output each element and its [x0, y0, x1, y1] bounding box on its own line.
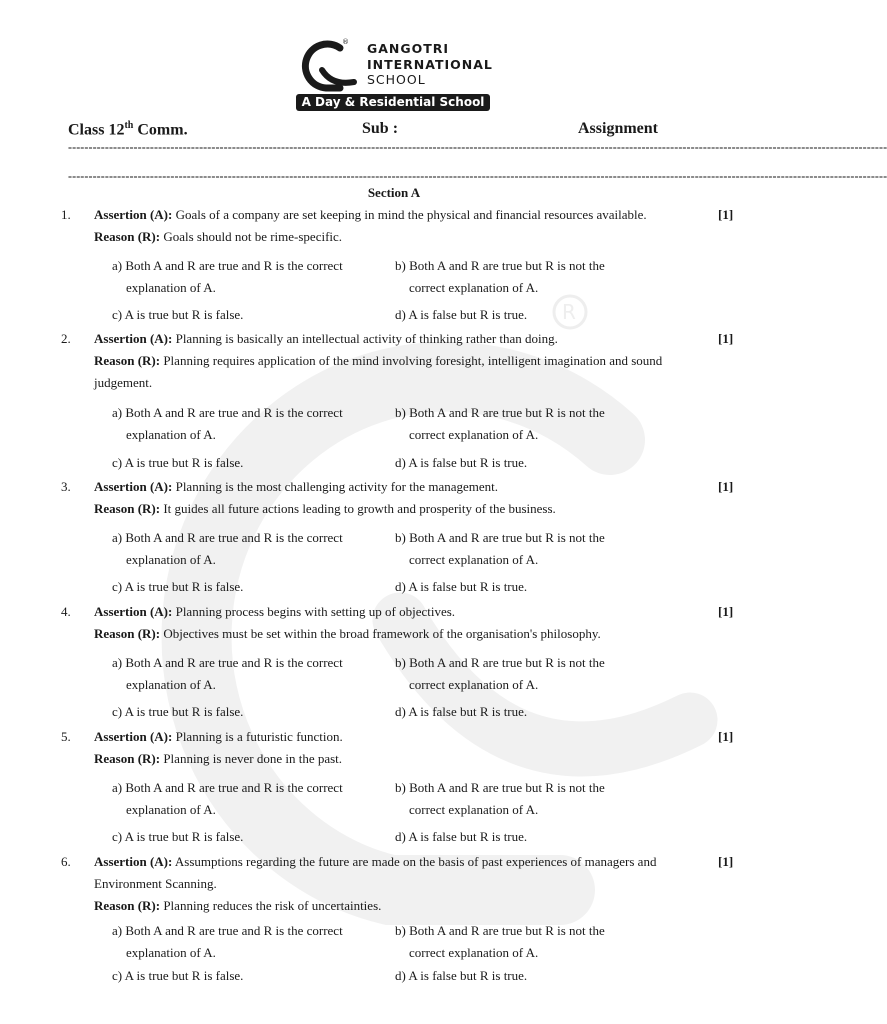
reason-text: Reason (R): Objectives must be set within the broad framework of the organisation's philosophy.	[94, 626, 601, 641]
option-b: b) Both A and R are true but R is not the	[395, 530, 605, 545]
option-d: d) A is false but R is true.	[395, 455, 528, 470]
subject-label: Sub :	[362, 120, 399, 137]
school-name	[367, 41, 493, 88]
option-c: c) A is true but R is false.	[112, 579, 244, 594]
school-name-line1: GANGOTRI	[367, 41, 450, 56]
assertion-text: Assertion (A): Assumptions regarding the future are made on the basis of past experiences of managers and	[94, 854, 657, 869]
reason-text: Reason (R): Planning is never done in the past.	[94, 751, 343, 766]
divider-line: --------------------------------------------------------------------------------------------------------------------------------------------------------------------------------------------------------	[68, 169, 887, 183]
option-b-continued: correct explanation of A.	[409, 677, 539, 692]
option-a: a) Both A and R are true and R is the correct	[112, 923, 343, 938]
reason-text: Reason (R): Planning reduces the risk of uncertainties.	[94, 898, 382, 913]
class-label: Class 12th Comm.	[68, 120, 188, 139]
reason-text: Reason (R): Goals should not be rime-specific.	[94, 229, 343, 244]
option-d: d) A is false but R is true.	[395, 307, 528, 322]
school-tagline: A Day & Residential School	[296, 94, 490, 111]
option-b-continued: correct explanation of A.	[409, 802, 539, 817]
option-a-continued: explanation of A.	[126, 802, 216, 817]
marks-badge: [1]	[718, 479, 734, 494]
question-number: 2.	[61, 331, 71, 346]
marks-badge: [1]	[718, 207, 734, 222]
marks-badge: [1]	[718, 729, 734, 744]
option-c: c) A is true but R is false.	[112, 829, 244, 844]
option-a: a) Both A and R are true and R is the correct	[112, 530, 343, 545]
option-a-continued: explanation of A.	[126, 945, 216, 960]
school-g-emblem-icon	[296, 38, 358, 96]
question-number: 1.	[61, 207, 71, 222]
divider-line: --------------------------------------------------------------------------------------------------------------------------------------------------------------------------------------------------------	[68, 140, 887, 154]
reason-text-continued: judgement.	[94, 375, 153, 390]
option-b-continued: correct explanation of A.	[409, 280, 539, 295]
question-number: 4.	[61, 604, 71, 619]
reason-text: Reason (R): It guides all future actions leading to growth and prosperity of the business.	[94, 501, 556, 516]
marks-badge: [1]	[718, 331, 734, 346]
assignment-label: Assignment	[578, 120, 659, 137]
question-number: 6.	[61, 854, 71, 869]
school-name-line3: SCHOOL	[367, 72, 426, 87]
option-b-continued: correct explanation of A.	[409, 552, 539, 567]
option-c: c) A is true but R is false.	[112, 455, 244, 470]
option-c: c) A is true but R is false.	[112, 704, 244, 719]
svg-text:R: R	[562, 300, 576, 324]
registered-mark: ®	[342, 38, 349, 46]
class-superscript: th	[124, 120, 134, 131]
option-b: b) Both A and R are true but R is not the	[395, 780, 605, 795]
option-d: d) A is false but R is true.	[395, 968, 528, 983]
assertion-text: Assertion (A): Goals of a company are set keeping in mind the physical and financial resources available.	[94, 207, 647, 222]
option-c: c) A is true but R is false.	[112, 307, 244, 322]
option-a-continued: explanation of A.	[126, 427, 216, 442]
section-title: Section A	[367, 185, 421, 200]
marks-badge: [1]	[718, 604, 734, 619]
option-a: a) Both A and R are true and R is the correct	[112, 405, 343, 420]
option-a: a) Both A and R are true and R is the correct	[112, 780, 343, 795]
option-b-continued: correct explanation of A.	[409, 427, 539, 442]
marks-badge: [1]	[718, 854, 734, 869]
question-number: 3.	[61, 479, 71, 494]
assertion-text: Assertion (A): Planning is the most challenging activity for the management.	[94, 479, 498, 494]
option-d: d) A is false but R is true.	[395, 704, 528, 719]
option-b: b) Both A and R are true but R is not the	[395, 655, 605, 670]
option-a: a) Both A and R are true and R is the correct	[112, 258, 343, 273]
school-name-line2: INTERNATIONAL	[367, 56, 493, 72]
assertion-text: Assertion (A): Planning is a futuristic function.	[94, 729, 343, 744]
option-b-continued: correct explanation of A.	[409, 945, 539, 960]
option-b: b) Both A and R are true but R is not the	[395, 405, 605, 420]
assertion-text-continued: Environment Scanning.	[94, 876, 217, 891]
option-c: c) A is true but R is false.	[112, 968, 244, 983]
question-number: 5.	[61, 729, 71, 744]
option-a-continued: explanation of A.	[126, 280, 216, 295]
option-a-continued: explanation of A.	[126, 677, 216, 692]
option-b: b) Both A and R are true but R is not the	[395, 258, 605, 273]
school-logo	[296, 38, 496, 114]
assertion-text: Assertion (A): Planning process begins with setting up of objectives.	[94, 604, 456, 619]
assertion-text: Assertion (A): Planning is basically an intellectual activity of thinking rather than doing.	[94, 331, 558, 346]
option-a-continued: explanation of A.	[126, 552, 216, 567]
option-d: d) A is false but R is true.	[395, 829, 528, 844]
option-b: b) Both A and R are true but R is not the	[395, 923, 605, 938]
option-a: a) Both A and R are true and R is the correct	[112, 655, 343, 670]
option-d: d) A is false but R is true.	[395, 579, 528, 594]
reason-text: Reason (R): Planning requires application of the mind involving foresight, intelligent imagination and sound	[94, 353, 663, 368]
